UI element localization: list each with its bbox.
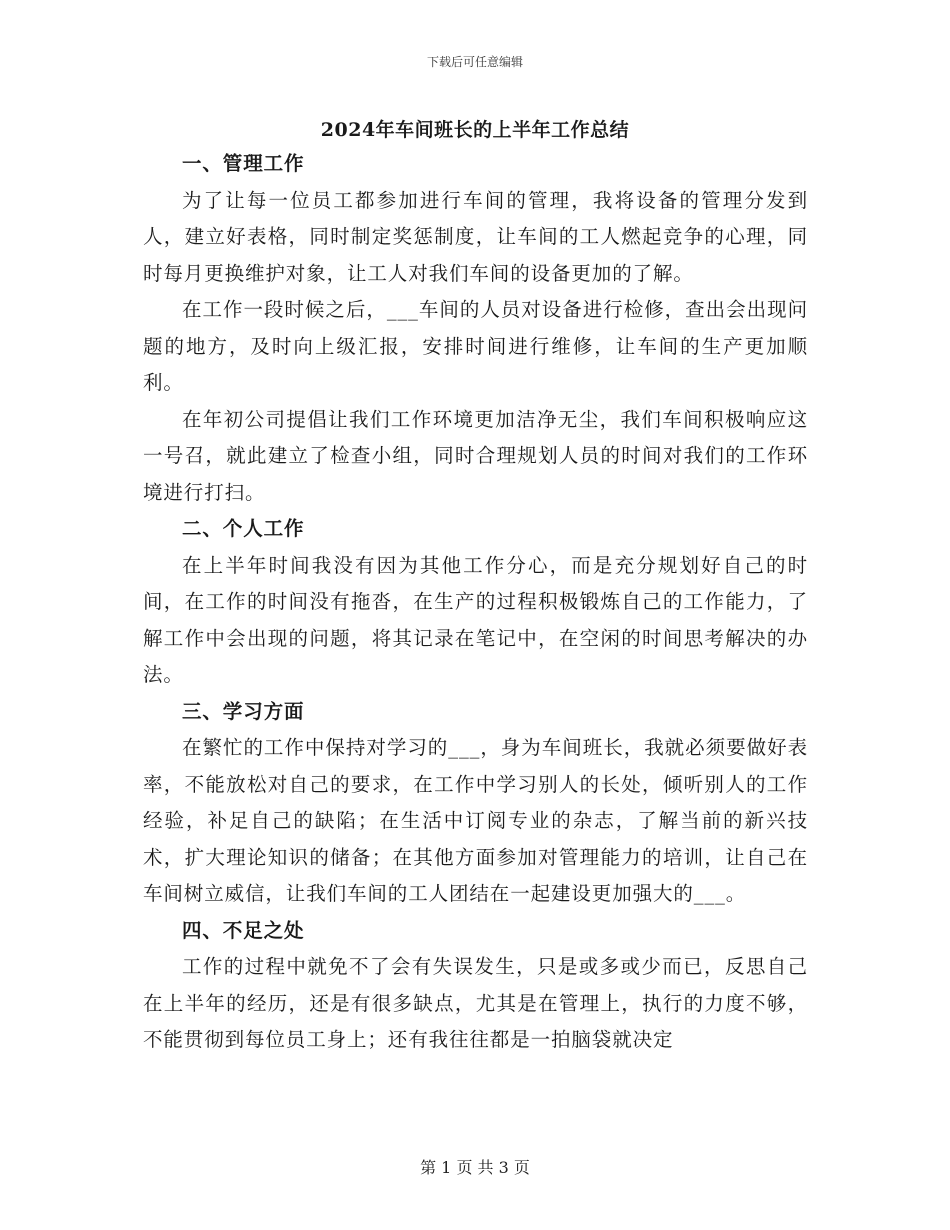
section-heading: 二、个人工作 xyxy=(182,517,305,540)
section-heading: 一、管理工作 xyxy=(182,152,305,175)
paragraph: 在年初公司提倡让我们工作环境更加洁净无尘，我们车间积极响应这一号召，就此建立了检查小组，同时合理规划人员的时间对我们的工作环境进行打扫。 xyxy=(143,407,808,504)
header-note: 下载后可任意编辑 xyxy=(426,55,523,69)
section-heading: 四、不足之处 xyxy=(182,918,305,942)
paragraph: 在上半年时间我没有因为其他工作分心，而是充分规划好自己的时间，在工作的时间没有拖沓，在生产的过程积极锻炼自己的工作能力，了解工作中会出现的问题，将其记录在笔记中，在空闲的时间思考解决的办法。 xyxy=(143,553,808,686)
paragraph: 在繁忙的工作中保持对学习的___，身为车间班长，我就必须要做好表率，不能放松对自己的要求，在工作中学习别人的长处，倾听别人的工作经验，补足自己的缺陷；在生活中订阅专业的杂志，了解当前的新兴技术，扩大理论知识的储备；在其他方面参加对管理能力的培训，让自己在车间树立威信，让我们车间的工人团结在一起建设更加强大的___。 xyxy=(143,736,808,905)
document-body xyxy=(143,146,808,1059)
section-heading: 三、学习方面 xyxy=(182,699,305,723)
page-number-footer: 第 1 页 共 3 页 xyxy=(420,1158,530,1177)
paragraph: 工作的过程中就免不了会有失误发生，只是或多或少而已，反思自己在上半年的经历，还是有很多缺点，尤其是在管理上，执行的力度不够，不能贯彻到每位员工身上；还有我往往都是一拍脑袋就决定 xyxy=(143,955,808,1051)
paragraph: 为了让每一位员工都参加进行车间的管理，我将设备的管理分发到人，建立好表格，同时制定奖惩制度，让车间的工人燃起竞争的心理，同时每月更换维护对象，让工人对我们车间的设备更加的了解。 xyxy=(143,188,808,285)
document-title: 2024年车间班长的上半年工作总结 xyxy=(320,119,630,141)
paragraph: 在工作一段时候之后，___车间的人员对设备进行检修，查出会出现问题的地方，及时向上级汇报，安排时间进行维修，让车间的生产更加顺利。 xyxy=(143,298,808,394)
